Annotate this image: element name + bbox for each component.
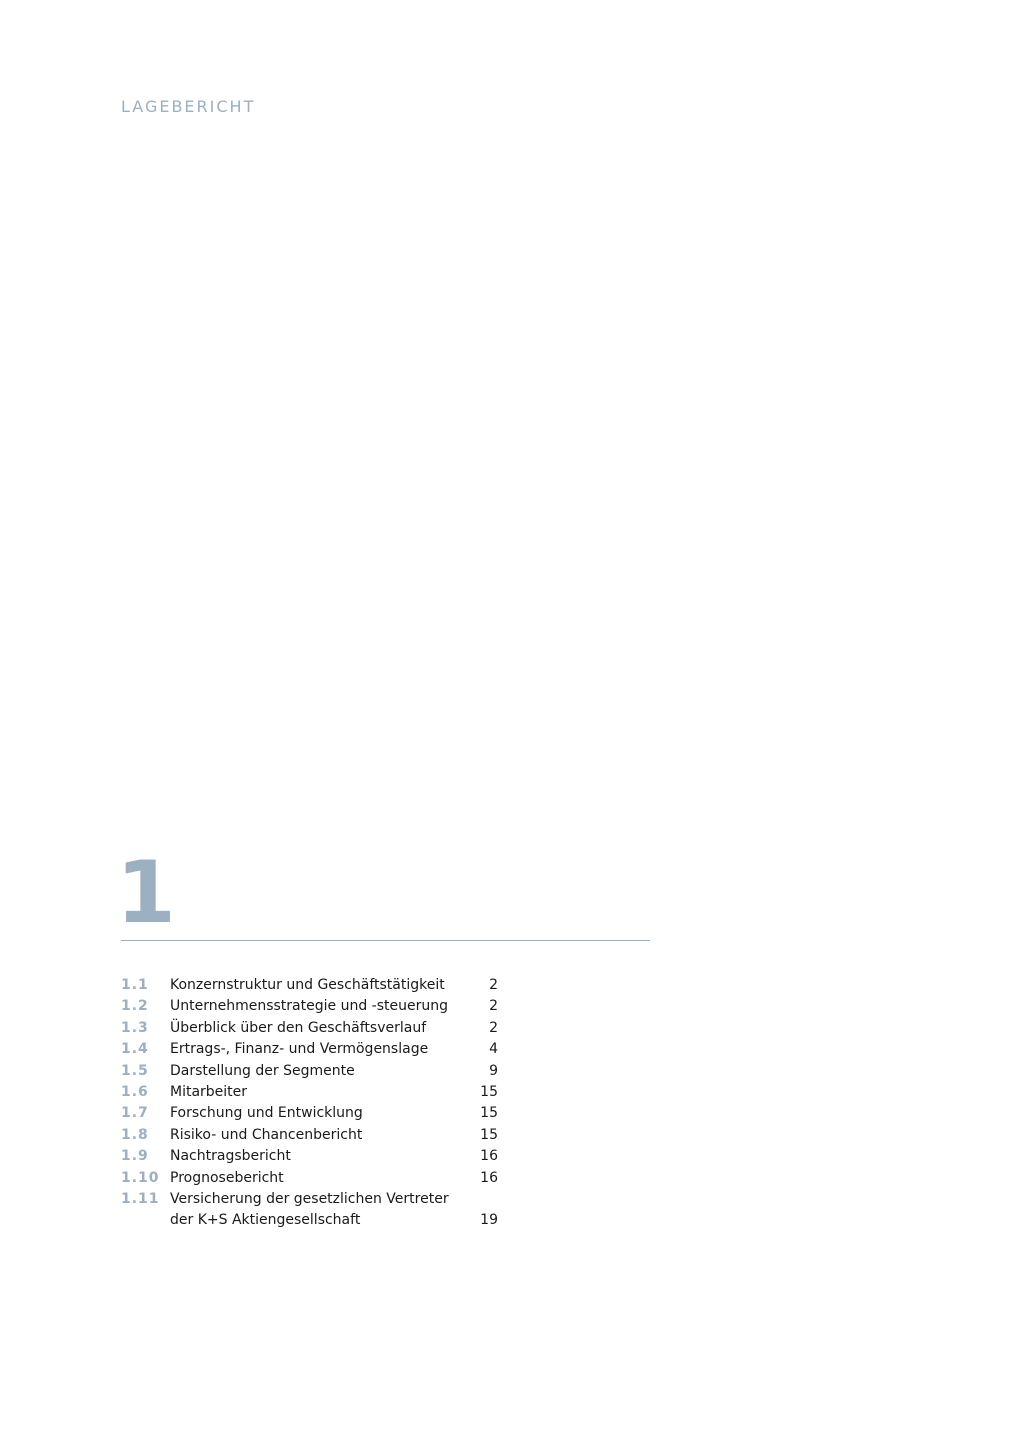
toc-item-page: 2: [489, 998, 498, 1015]
toc-item-page: 2: [489, 977, 498, 993]
toc-item-page: 16: [480, 1169, 498, 1186]
toc-item-title: [170, 1189, 466, 1232]
toc-item-page: 2: [489, 1019, 498, 1036]
section-label: LAGEBERICHT: [121, 97, 256, 116]
toc-item-1-3[interactable]: [121, 1018, 506, 1039]
divider: [121, 940, 650, 941]
toc-item-title-line: der K+S Aktiengesellschaft: [170, 1212, 361, 1229]
toc-item-title: Mitarbeiter: [170, 1084, 248, 1101]
toc-item-title: Überblick über den Geschäftsverlauf: [170, 1019, 427, 1036]
toc-item-page: 16: [480, 1148, 498, 1165]
toc-item-1-7[interactable]: [121, 1103, 506, 1124]
toc-item-page: 15: [480, 1126, 498, 1143]
toc-item-1-2[interactable]: [121, 996, 506, 1017]
toc-item-1-5[interactable]: [121, 1061, 506, 1082]
toc-item-title: Ertrags-, Finanz- und Vermögenslage: [170, 1041, 429, 1058]
toc-item-page: 15: [480, 1105, 498, 1122]
toc-item-title: Nachtragsbericht: [170, 1148, 291, 1165]
toc-item-number: 1.4: [121, 1041, 149, 1058]
table-of-contents: [121, 975, 506, 1232]
toc-item-1-4[interactable]: [121, 1039, 506, 1060]
toc-item-number: 1.7: [121, 1105, 149, 1122]
toc-item-1-1[interactable]: [121, 975, 506, 996]
toc-item-number: 1.5: [121, 1062, 149, 1079]
toc-item-1-11[interactable]: [121, 1189, 506, 1232]
toc-item-page: 4: [489, 1041, 498, 1058]
toc-item-page: 19: [480, 1212, 498, 1229]
toc-item-1-9[interactable]: [121, 1146, 506, 1167]
toc-item-1-6[interactable]: [121, 1082, 506, 1103]
toc-item-number: 1.3: [121, 1019, 149, 1036]
toc-item-title: Unternehmensstrategie und -steuerung: [170, 998, 448, 1015]
toc-item-page: 9: [489, 1062, 498, 1079]
toc-item-title: Prognosebericht: [170, 1169, 284, 1186]
toc-item-number: 1.11: [121, 1191, 160, 1208]
toc-item-title-line: Versicherung der gesetzlichen Vertreter: [170, 1191, 449, 1208]
toc-item-number: 1.8: [121, 1126, 149, 1143]
toc-item-number: 1.9: [121, 1148, 149, 1165]
chapter-number: 1: [116, 843, 176, 943]
toc-item-number: 1.6: [121, 1084, 149, 1101]
toc-item-title: Forschung und Entwicklung: [170, 1105, 363, 1122]
toc-item-title: Darstellung der Segmente: [170, 1062, 355, 1079]
toc-item-title: Risiko- und Chancenbericht: [170, 1126, 363, 1143]
toc-item-page: 15: [480, 1084, 498, 1101]
toc-item-1-10[interactable]: [121, 1168, 506, 1189]
toc-item-title: Konzernstruktur und Geschäftstätigkeit: [170, 977, 445, 993]
toc-item-1-8[interactable]: [121, 1125, 506, 1146]
toc-item-number: 1.10: [121, 1169, 160, 1186]
toc-item-number: 1.1: [121, 977, 149, 993]
toc-item-number: 1.2: [121, 998, 149, 1015]
